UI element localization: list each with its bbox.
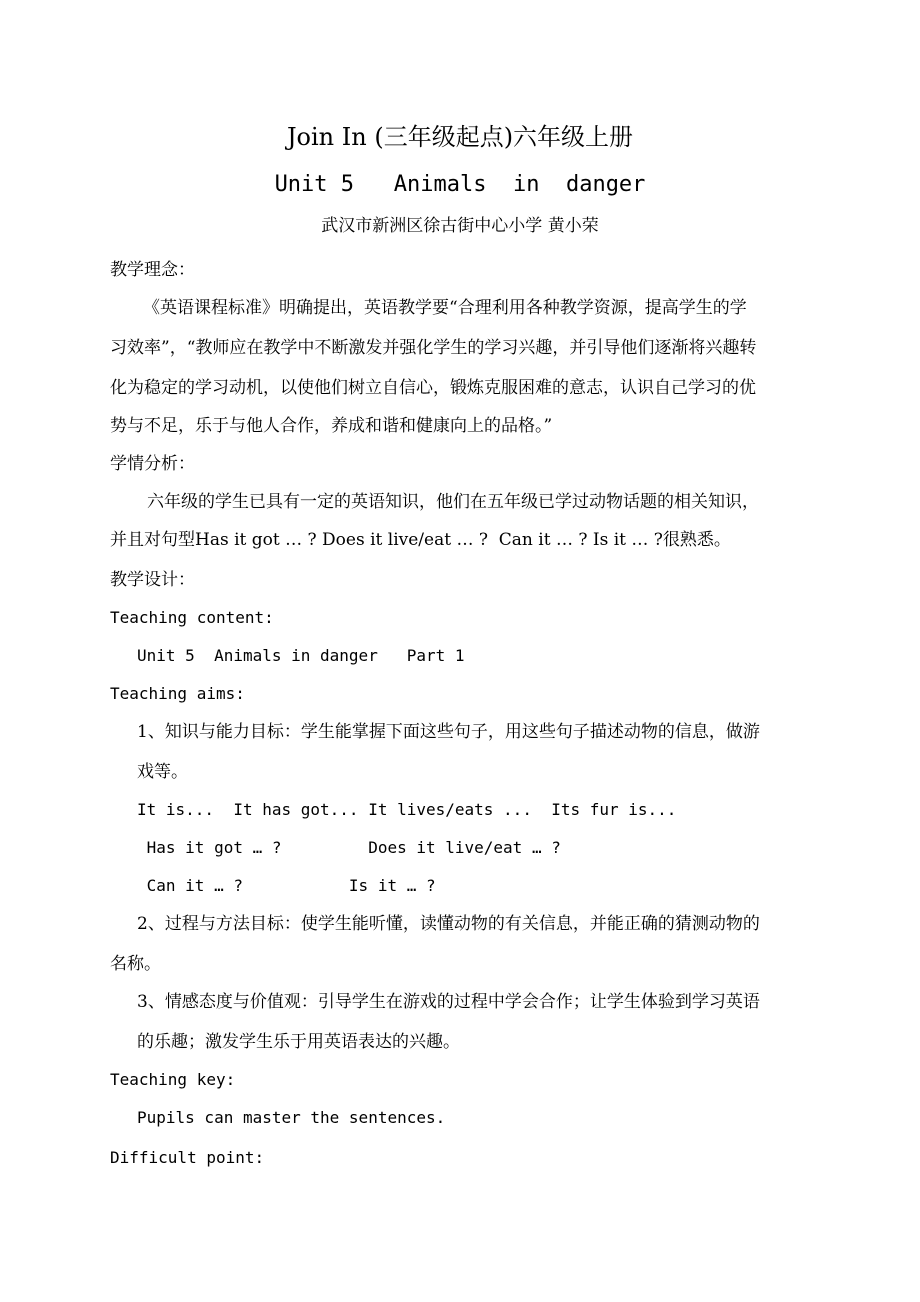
philosophy-heading: 教学理念： [110,260,195,280]
sentence-row-2: Has it got … ? Does it live/eat … ? [137,838,561,857]
aim-2-line-2: 名称。 [110,954,161,974]
aim-3-line-2: 的乐趣；激发学生乐于用英语表达的兴趣。 [137,1032,460,1052]
author-line: 武汉市新洲区徐古街中心小学 黄小荣 [321,216,599,236]
teaching-key-heading: Teaching key: [110,1070,236,1089]
design-heading: 教学设计： [110,570,195,590]
aim-3-line-1: 3、情感态度与价值观：引导学生在游戏的过程中学会合作；让学生体验到学习英语 [137,992,760,1012]
unit-subtitle: Unit 5 Animals in danger [274,172,646,197]
analysis-heading: 学情分析： [110,454,195,474]
difficult-point-heading: Difficult point: [110,1148,265,1167]
teaching-content-heading: Teaching content: [110,608,274,627]
aim-1-line-1: 1、知识与能力目标：学生能掌握下面这些句子，用这些句子描述动物的信息，做游 [137,722,760,742]
philosophy-line-1: 《英语课程标准》明确提出，英语教学要“合理利用各种教学资源，提高学生的学 [143,298,747,318]
analysis-line-1: 六年级的学生已具有一定的英语知识，他们在五年级已学过动物话题的相关知识， [147,492,759,512]
teaching-key-line: Pupils can master the sentences. [137,1108,446,1127]
philosophy-line-3: 化为稳定的学习动机，以使他们树立自信心，锻炼克服困难的意志，认识自己学习的优 [110,378,756,398]
analysis-line-2: 并且对句型Has it got … ? Does it live/eat … ? Can it … ? Is it … ?很熟悉。 [110,530,731,550]
sentence-row-1: It is... It has got... It lives/eats ... Its fur is... [137,800,677,819]
sentence-row-3: Can it … ? Is it … ? [137,876,436,895]
document-title: Join In (三年级起点)六年级上册 [286,123,634,151]
aim-2-line-1: 2、过程与方法目标：使学生能听懂，读懂动物的有关信息，并能正确的猜测动物的 [137,914,760,934]
philosophy-line-4: 势与不足，乐于与他人合作，养成和谐和健康向上的品格。” [110,416,553,436]
teaching-content-line: Unit 5 Animals in danger Part 1 [137,646,465,665]
philosophy-line-2: 习效率”，“教师应在教学中不断激发并强化学生的学习兴趣，并引导他们逐渐将兴趣转 [110,338,757,358]
aim-1-line-2: 戏等。 [137,762,188,782]
teaching-aims-heading: Teaching aims: [110,684,245,703]
